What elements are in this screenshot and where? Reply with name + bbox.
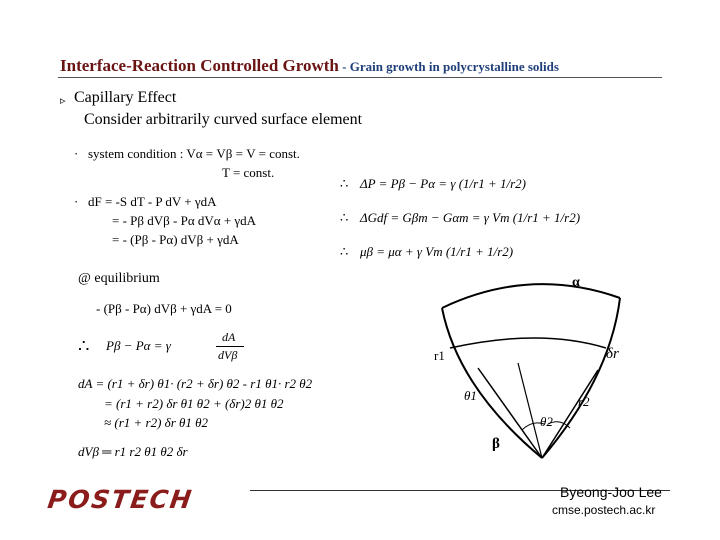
section-heading: Capillary Effect: [74, 89, 177, 106]
therefore-symbol: ∴: [340, 176, 349, 191]
delta-r-label: δr: [606, 346, 619, 362]
pressure-difference-lhs: Pβ − Pα = γ: [106, 338, 171, 353]
r1-label: r1: [434, 348, 445, 363]
r2-label: r2: [578, 394, 590, 409]
laplace-pressure-equation: ΔP = Pβ − Pα = γ (1/r1 + 1/r2): [360, 176, 526, 191]
website-url[interactable]: cmse.postech.ac.kr: [552, 503, 656, 517]
equilibrium-heading: @ equilibrium: [78, 271, 160, 286]
section-intro: Consider arbitrarily curved surface element: [84, 111, 363, 128]
curved-surface-diagram: [420, 268, 660, 478]
volume-change: dVβ ═ r1 r2 θ1 θ2 δr: [78, 444, 188, 459]
free-energy-line-2: = - Pβ dVβ - Pα dVα + γdA: [112, 213, 257, 228]
therefore-symbol: ∴: [340, 244, 349, 259]
title-underline: [58, 77, 662, 78]
title-subtitle: - Grain growth in polycrystalline solids: [338, 59, 559, 74]
right-edge: [542, 298, 620, 458]
system-condition: system condition : Vα = Vβ = V = const.: [88, 146, 300, 161]
bullet-icon: ▹: [60, 95, 66, 107]
top-edge: [442, 284, 620, 308]
inner-curve: [450, 338, 606, 348]
dot-bullet: ·: [74, 194, 79, 209]
fraction-denominator: dVβ: [218, 348, 238, 362]
area-change-line-1: dA = (r1 + δr) θ1· (r2 + δr) θ2 - r1 θ1· r2 θ2: [78, 376, 313, 391]
temperature-condition: T = const.: [222, 165, 275, 180]
equilibrium-equation: - (Pβ - Pα) dVβ + γdA = 0: [96, 301, 232, 316]
free-energy-line-3: = - (Pβ - Pα) dVβ + γdA: [112, 232, 239, 247]
theta1-label: θ1: [464, 388, 477, 403]
therefore-symbol: ∴: [340, 210, 349, 225]
title-main: Interface-Reaction Controlled Growth: [60, 56, 339, 75]
free-energy-line-1: dF = -S dT - P dV + γdA: [88, 194, 217, 209]
alpha-label: α: [572, 275, 580, 290]
area-change-line-2: = (r1 + r2) δr θ1 θ2 + (δr)2 θ1 θ2: [104, 396, 284, 411]
fraction-numerator: dA: [222, 330, 236, 344]
radius-r1: [478, 368, 542, 458]
gibbs-energy-equation: ΔGdf = Gβm − Gαm = γ Vm (1/r1 + 1/r2): [360, 210, 581, 225]
author-name: Byeong-Joo Lee: [560, 484, 662, 500]
chemical-potential-equation: μβ = μα + γ Vm (1/r1 + 1/r2): [360, 244, 514, 259]
dot-bullet: ·: [74, 146, 79, 161]
fraction-bar: [216, 346, 244, 347]
area-change-line-3: ≈ (r1 + r2) δr θ1 θ2: [104, 415, 209, 430]
therefore-symbol: ∴: [78, 336, 90, 356]
slide-title: [60, 56, 559, 76]
theta2-label: θ2: [540, 414, 553, 429]
postech-logo: POSTECH: [45, 485, 196, 514]
beta-label: β: [492, 436, 500, 452]
radius-r1-inner: [518, 363, 542, 458]
